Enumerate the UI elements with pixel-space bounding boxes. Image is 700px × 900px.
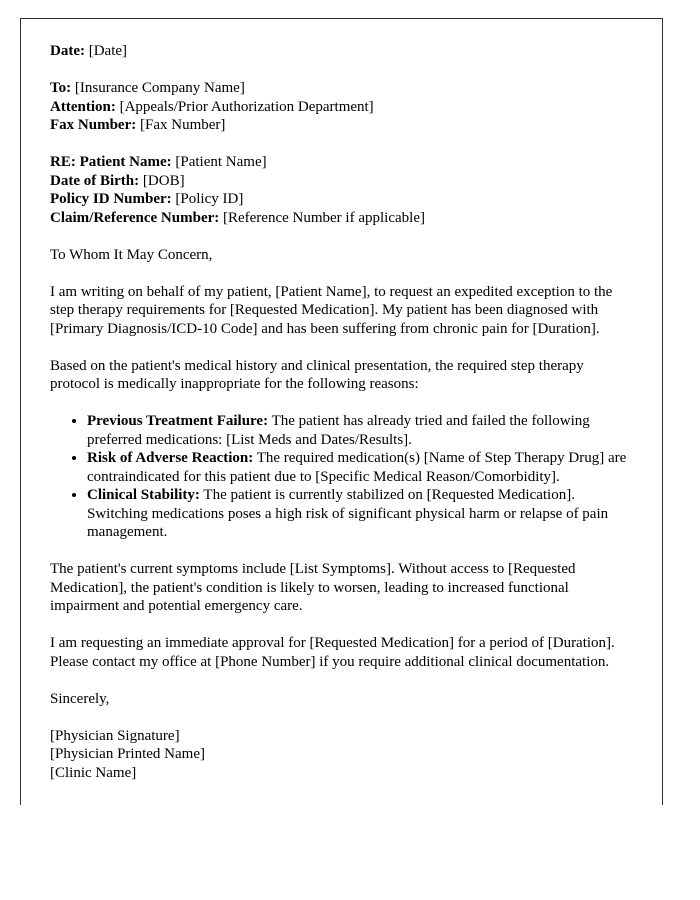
re-patient-label: RE: Patient Name: — [50, 154, 172, 170]
physician-signature-line: [Physician Signature] — [50, 727, 180, 744]
physician-printed-name-line: [Physician Printed Name] — [50, 746, 205, 762]
claim-reference-line — [50, 209, 634, 228]
re-patient-line — [50, 153, 634, 172]
to-value: [Insurance Company Name] — [71, 80, 245, 96]
fax-label: Fax Number: — [50, 117, 137, 133]
re-patient-value: [Patient Name] — [171, 154, 267, 170]
claim-reference-label: Claim/Reference Number: — [50, 209, 220, 226]
fax-value: [Fax Number] — [136, 117, 226, 133]
reference-block — [50, 153, 634, 227]
dob-line — [50, 172, 634, 191]
intro-paragraph: I am writing on behalf of my patient, [Patient Name], to request an expedited exception to the step therapy requirements for [Requested Medication]. My patient has been diagnosed with [Primary Diagnosis/ICD-10 Code] and has been suffering from chronic pain for [Duration]. — [50, 283, 613, 337]
reasons-bullet-list — [50, 412, 634, 542]
policy-id-line — [50, 190, 634, 209]
signature-block — [50, 727, 634, 783]
recipient-fax-line — [50, 116, 634, 135]
reasons-intro-paragraph: Based on the patient's medical history and clinical presentation, the required step therapy protocol is medically inappropriate for the following reasons: — [50, 357, 584, 392]
bullet-3-label: Clinical Stability: — [87, 487, 200, 503]
recipient-block — [50, 79, 634, 135]
bullet-1-label: Previous Treatment Failure: — [87, 413, 269, 429]
attention-value: [Appeals/Prior Authorization Department] — [115, 98, 374, 115]
bullet-1-text: The patient has already tried and failed the following preferred medications: [List Meds and Dates/Results]. — [87, 413, 590, 448]
recipient-to-line — [50, 79, 634, 98]
policy-id-label: Policy ID Number: — [50, 191, 172, 207]
closing: Sincerely, — [50, 690, 110, 707]
dob-label: Date of Birth: — [50, 172, 140, 189]
bullet-previous-treatment-failure — [87, 412, 634, 449]
bullet-2-label: Risk of Adverse Reaction: — [87, 450, 254, 466]
dob-value: [DOB] — [139, 172, 185, 189]
bullet-2-text: The required medication(s) [Name of Step Therapy Drug] are contraindicated for this patient due to [Specific Medical Reason/Comorbidity]. — [87, 450, 627, 485]
date-line — [50, 42, 634, 61]
attention-label: Attention: — [50, 98, 116, 115]
date-value: [Date] — [84, 43, 128, 59]
claim-reference-value: [Reference Number if applicable] — [219, 209, 425, 226]
symptoms-paragraph: The patient's current symptoms include [List Symptoms]. Without access to [Requested Medication], the patient's condition is likely to worsen, leading to increased functional impairment and potential emergency care. — [50, 561, 576, 614]
salutation: To Whom It May Concern, — [50, 246, 213, 263]
bullet-risk-of-adverse-reaction — [87, 449, 634, 486]
to-label: To: — [50, 80, 72, 96]
clinic-name-line: [Clinic Name] — [50, 764, 137, 781]
bullet-3-text: The patient is currently stabilized on [Requested Medication]. Switching medications poses a high risk of significant physical harm or relapse of pain management. — [87, 487, 609, 540]
date-label: Date: — [50, 43, 85, 59]
recipient-attention-line — [50, 98, 634, 117]
letter-document — [20, 18, 663, 805]
request-paragraph: I am requesting an immediate approval for [Requested Medication] for a period of [Duration]. Please contact my office at [Phone Number] if you require additional clinical documentation. — [50, 635, 615, 670]
bullet-clinical-stability — [87, 486, 634, 542]
policy-id-value: [Policy ID] — [171, 191, 244, 207]
